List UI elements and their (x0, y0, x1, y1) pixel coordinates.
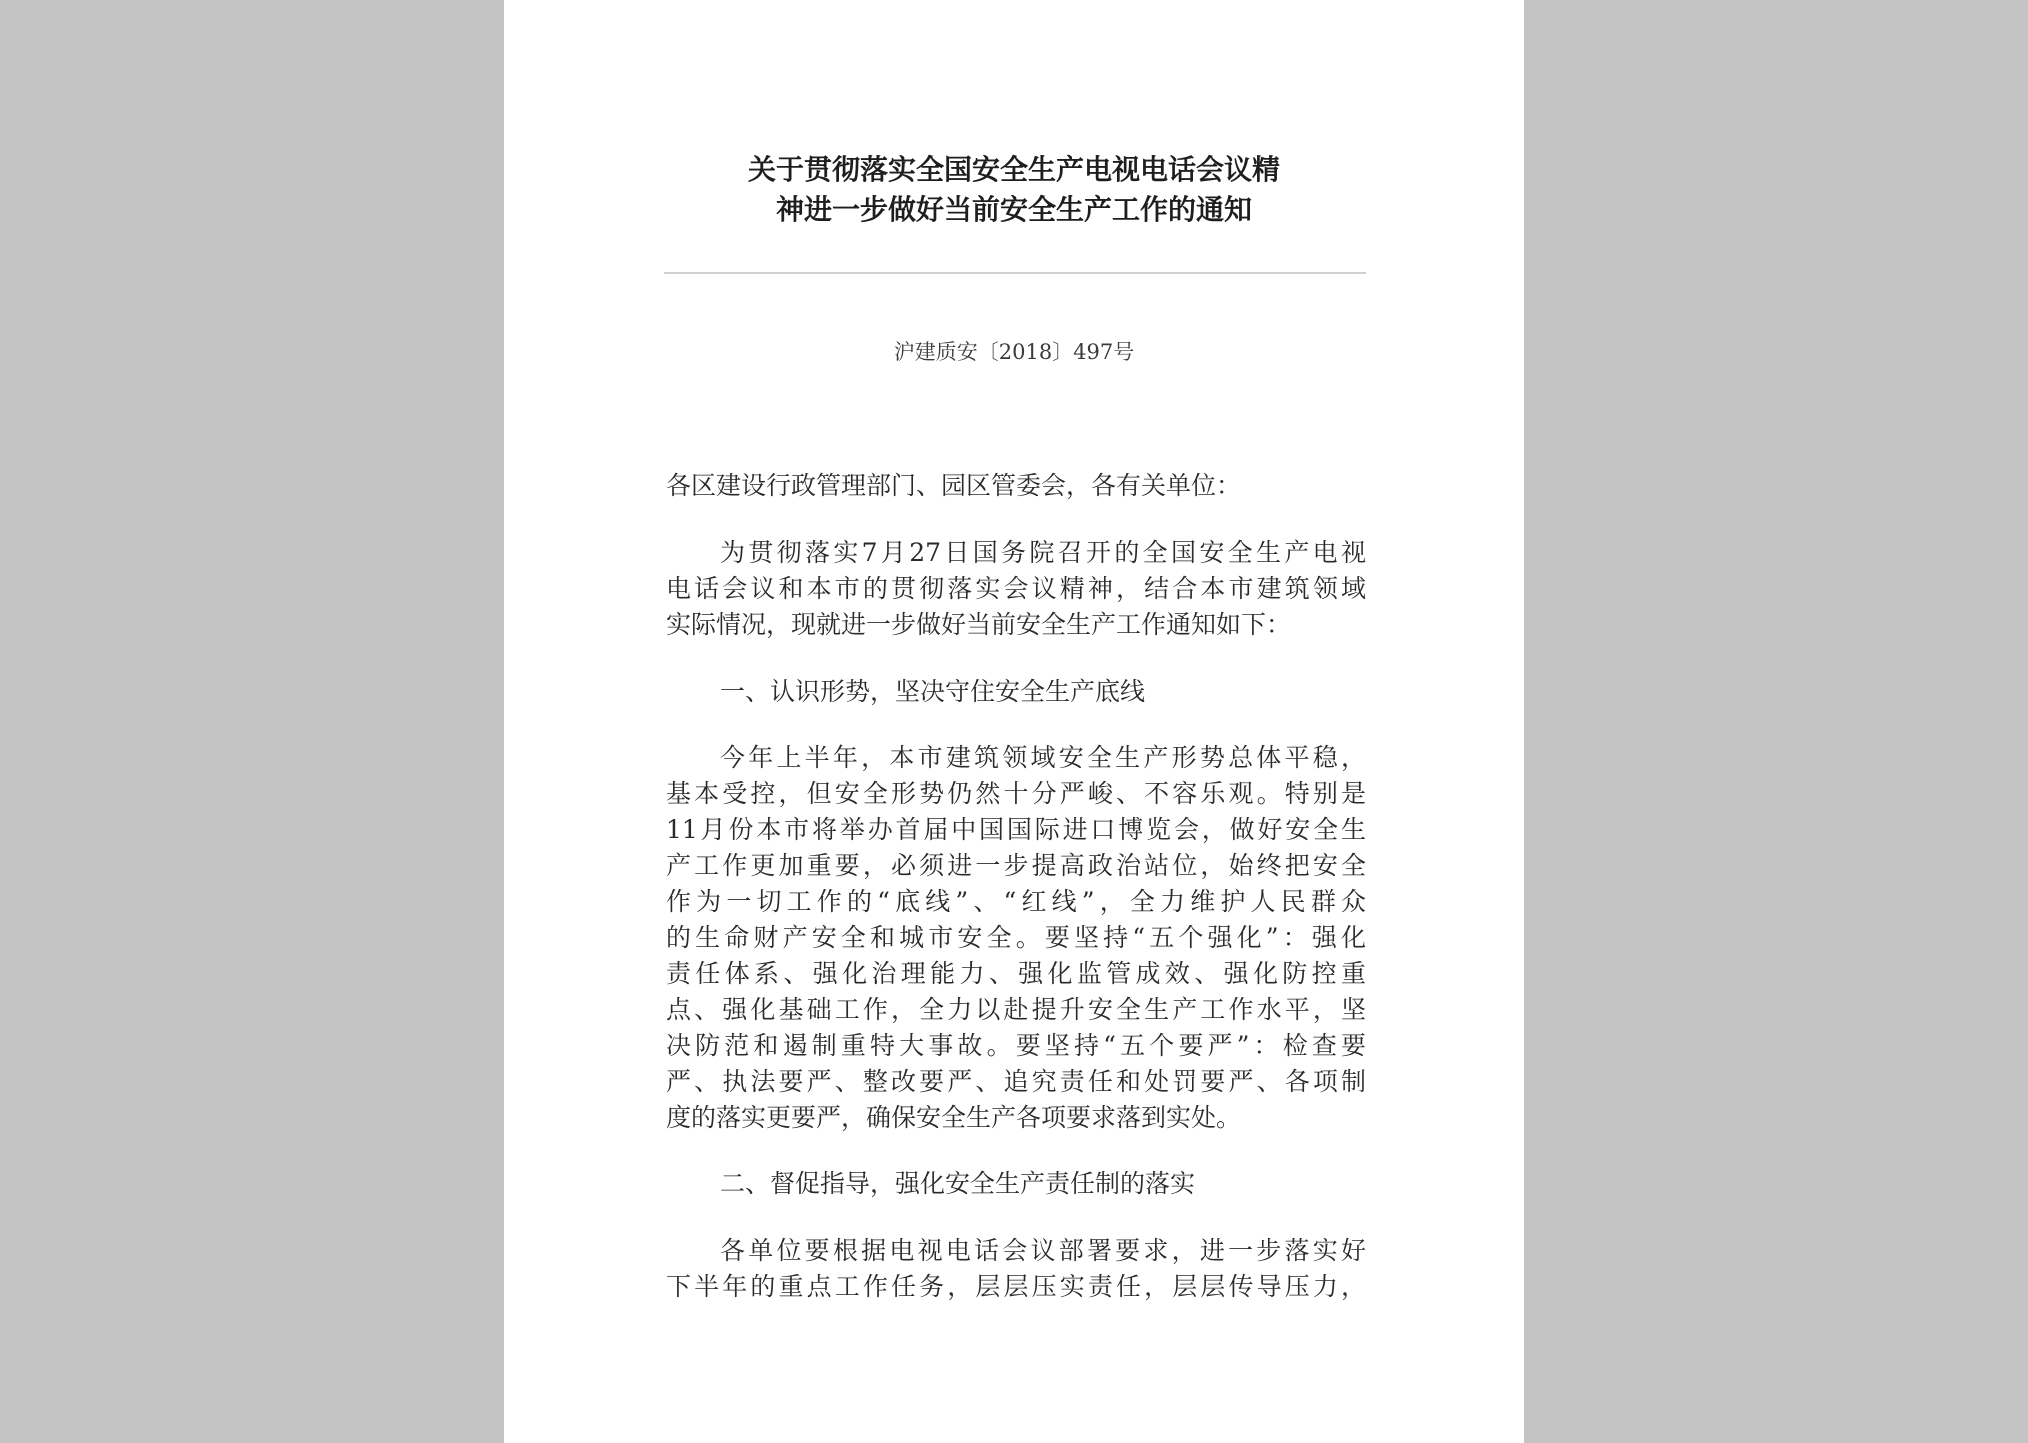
intro-line: 实际情况，现就进一步做好当前安全生产工作通知如下： (666, 610, 1292, 639)
paragraph-1-line: 11月份本市将举办首届中国国际进口博览会，做好安全生 (666, 815, 1366, 844)
paragraph-1-line: 产工作更加重要，必须进一步提高政治站位，始终把安全 (666, 851, 1366, 880)
paragraph-1-line: 今年上半年，本市建筑领域安全生产形势总体平稳， (720, 743, 1366, 772)
paragraph-1-line: 的生命财产安全和城市安全。要坚持“五个强化”：强化 (666, 923, 1366, 952)
paragraph-2-line: 下半年的重点工作任务，层层压实责任，层层传导压力， (666, 1272, 1366, 1301)
document-title-line-2: 神进一步做好当前安全生产工作的通知 (775, 193, 1252, 226)
paragraph-1-line: 严、执法要严、整改要严、追究责任和处罚要严、各项制 (666, 1067, 1366, 1096)
document-page (504, 0, 1524, 1443)
paragraph-1-line: 度的落实更要严，确保安全生产各项要求落到实处。 (666, 1103, 1242, 1132)
paragraph-2-line: 各单位要根据电视电话会议部署要求，进一步落实好 (720, 1236, 1366, 1265)
section-heading-1: 一、认识形势，坚决守住安全生产底线 (720, 677, 1146, 706)
intro-line: 为贯彻落实7月27日国务院召开的全国安全生产电视 (720, 538, 1366, 567)
paragraph-1-line: 作为一切工作的“底线”、“红线”，全力维护人民群众 (666, 887, 1366, 916)
title-divider (664, 272, 1366, 274)
section-heading-2: 二、督促指导，强化安全生产责任制的落实 (720, 1169, 1196, 1198)
intro-line: 电话会议和本市的贯彻落实会议精神，结合本市建筑领域 (666, 574, 1366, 603)
paragraph-1-line: 点、强化基础工作，全力以赴提升安全生产工作水平，坚 (666, 995, 1366, 1024)
document-number: 沪建质安〔2018〕497号 (893, 340, 1135, 364)
paragraph-1-line: 责任体系、强化治理能力、强化监管成效、强化防控重 (666, 959, 1366, 988)
document-title-line-1: 关于贯彻落实全国安全生产电视电话会议精 (747, 153, 1280, 186)
paragraph-1-line: 基本受控，但安全形势仍然十分严峻、不容乐观。特别是 (666, 779, 1366, 808)
addressee-line: 各区建设行政管理部门、园区管委会，各有关单位： (666, 471, 1242, 500)
paragraph-1-line: 决防范和遏制重特大事故。要坚持“五个要严”：检查要 (666, 1031, 1366, 1060)
